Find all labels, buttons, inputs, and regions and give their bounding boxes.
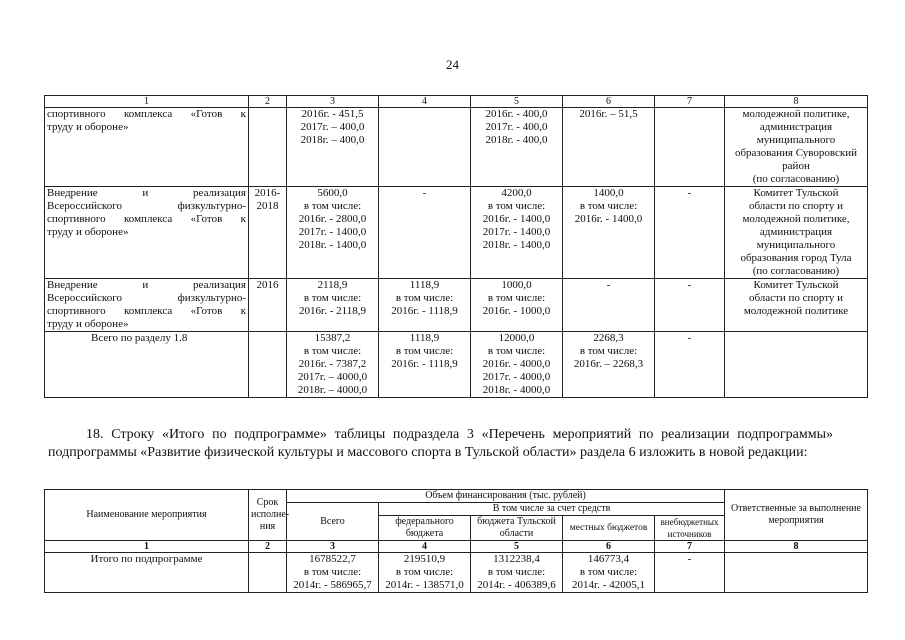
row-local: 146773,4 в том числе: 2014г. - 42005,1 — [563, 553, 655, 593]
col-number: 1 — [45, 96, 249, 108]
row-regional: 2016г. - 400,0 2017г. - 400,0 2018г. - 400,0 — [471, 108, 563, 187]
col-number: 4 — [379, 96, 471, 108]
row-term — [249, 332, 287, 398]
header-local: местных бюджетов — [563, 516, 655, 541]
row-federal: - — [379, 187, 471, 279]
header-term: Срок исполне-ния — [249, 490, 287, 541]
row-total: 5600,0 в том числе: 2016г. - 2800,0 2017г. - 1400,0 2018г. - 1400,0 — [287, 187, 379, 279]
row-regional: 12000,0 в том числе: 2016г. - 4000,0 2017г. - 4000,0 2018г. - 4000,0 — [471, 332, 563, 398]
col-number: 8 — [725, 96, 868, 108]
header-funding: Объем финансирования (тыс. рублей) — [287, 490, 725, 503]
row-total: 2016г. - 451,5 2017г. – 400,0 2018г. – 400,0 — [287, 108, 379, 187]
row-local: 2268,3 в том числе: 2016г. – 2268,3 — [563, 332, 655, 398]
row-term — [249, 108, 287, 187]
row-federal: 219510,9 в том числе: 2014г. - 138571,0 — [379, 553, 471, 593]
table-row — [45, 332, 868, 398]
col-number: 2 — [249, 96, 287, 108]
header-total: Всего — [287, 503, 379, 541]
col-number: 7 — [655, 541, 725, 553]
row-name: спортивного комплекса «Готов к труду и обороне» — [45, 108, 249, 187]
column-number-row — [45, 96, 868, 108]
col-number: 2 — [249, 541, 287, 553]
row-regional: 1000,0 в том числе: 2016г. - 1000,0 — [471, 279, 563, 332]
header-responsible: Ответственные за выполнение мероприятия — [725, 490, 868, 541]
row-name: Внедрение и реализация Всероссийского физкультурно- спортивного комплекса «Готов к труду и обороне» — [45, 187, 249, 279]
row-local: 2016г. – 51,5 — [563, 108, 655, 187]
row-term: 2016 — [249, 279, 287, 332]
row-federal: 1118,9 в том числе: 2016г. - 1118,9 — [379, 332, 471, 398]
row-regional: 4200,0 в том числе: 2016г. - 1400,0 2017г. - 1400,0 2018г. - 1400,0 — [471, 187, 563, 279]
row-responsible — [725, 332, 868, 398]
row-name: Итого по подпрограмме — [45, 553, 249, 593]
row-extra: - — [655, 332, 725, 398]
row-total: 15387,2 в том числе: 2016г. - 7387,2 2017г. – 4000,0 2018г. – 4000,0 — [287, 332, 379, 398]
row-extra: - — [655, 553, 725, 593]
column-number-row — [45, 541, 868, 553]
funding-table-section-1-8 — [44, 95, 868, 398]
col-number: 3 — [287, 96, 379, 108]
row-responsible: Комитет Тульской области по спорту и молодежной политике, администрация муниципального образования город Тула (по согласованию) — [725, 187, 868, 279]
table-row — [45, 108, 868, 187]
row-responsible: молодежной политике, администрация муниципального образования Суворовский район (по согласованию) — [725, 108, 868, 187]
table-row — [45, 187, 868, 279]
col-number: 5 — [471, 96, 563, 108]
row-total: 1678522,7 в том числе: 2014г. - 586965,7 — [287, 553, 379, 593]
table-row — [45, 553, 868, 593]
col-number: 1 — [45, 541, 249, 553]
page-number: 24 — [446, 57, 459, 72]
row-extra: - — [655, 279, 725, 332]
header-regional: бюджета Тульской области — [471, 516, 563, 541]
col-number: 6 — [563, 541, 655, 553]
row-name: Всего по разделу 1.8 — [45, 332, 249, 398]
row-term — [249, 553, 287, 593]
row-name: Внедрение и реализация Всероссийского физкультурно- спортивного комплекса «Готов к труду и обороне» — [45, 279, 249, 332]
header-name: Наименование мероприятия — [45, 490, 249, 541]
table-row — [45, 279, 868, 332]
col-number: 6 — [563, 96, 655, 108]
col-number: 3 — [287, 541, 379, 553]
col-number: 5 — [471, 541, 563, 553]
row-total: 2118,9 в том числе: 2016г. - 2118,9 — [287, 279, 379, 332]
header-sources: В том числе за счет средств — [379, 503, 725, 516]
col-number: 4 — [379, 541, 471, 553]
row-responsible: Комитет Тульской области по спорту и молодежной политике — [725, 279, 868, 332]
row-term: 2016-2018 — [249, 187, 287, 279]
row-local: 1400,0 в том числе: 2016г. - 1400,0 — [563, 187, 655, 279]
row-federal — [379, 108, 471, 187]
row-extra — [655, 108, 725, 187]
col-number: 8 — [725, 541, 868, 553]
header-federal: федерального бюджета — [379, 516, 471, 541]
header-extra: внебюджетных источников — [655, 516, 725, 541]
row-extra: - — [655, 187, 725, 279]
row-responsible — [725, 553, 868, 593]
col-number: 7 — [655, 96, 725, 108]
funding-table-subprogram-total — [44, 489, 868, 593]
row-local: - — [563, 279, 655, 332]
row-regional: 1312238,4 в том числе: 2014г. - 406389,6 — [471, 553, 563, 593]
row-federal: 1118,9 в том числе: 2016г. - 1118,9 — [379, 279, 471, 332]
amendment-paragraph: 18. Строку «Итого по подпрограмме» таблицы подраздела 3 «Перечень мероприятий по реализации подпрограммы» подпрограммы «Развитие физической культуры и массового спорта в Тульской области» раздела 6 изложить в новой редакции: — [48, 427, 833, 460]
